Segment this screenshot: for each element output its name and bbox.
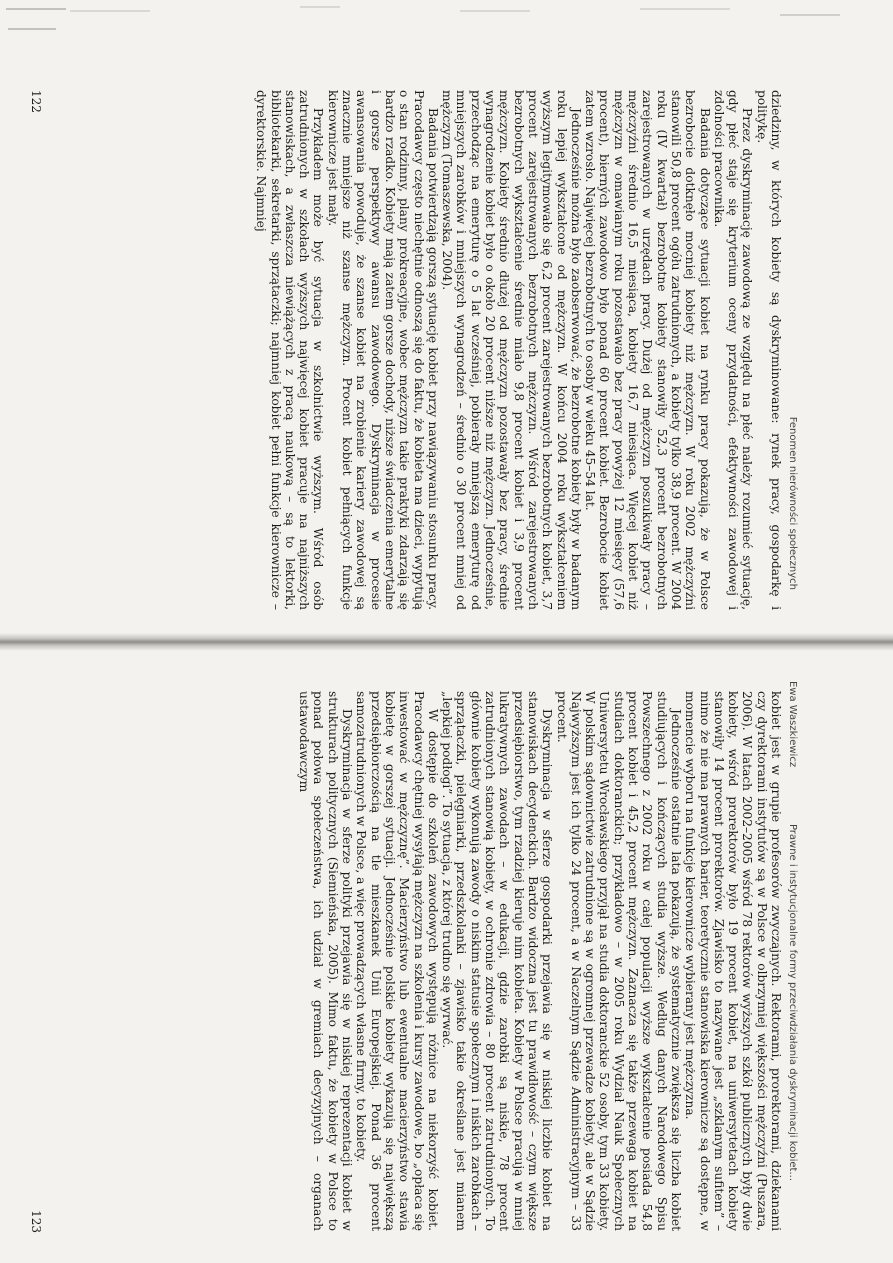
paragraph: Jednocześnie ostatnie lata pokazują, że systematycznie zwiększa się liczba kobiet studiujących i kończących studia wyższe. Według danych Narodowego Spisu Powszechnego z 2002 roku w całej populacji wyższe wykształcenie posiada 54,8 procent kobiet i 45,2 procent mężczyzn. Zaznacza się także przewaga kobiet na studiach doktoranckich; przykładowo – w 2005 roku Wydział Nauk Społecznych Uniwersytetu Wrocławskiego przyjął na studia doktoranckie 52 osoby, tym 33 kobiety. W polskim sądownictwie zatrudnione są w ogromnej przewadze kobiety, ale w Sądzie Najwyższym jest ich tylko 24 procent, a w Naczelnym Sądzie Administracyjnym – 33 procent. [554, 691, 683, 1231]
scan-margin-noise [0, 0, 893, 60]
paragraph: Przykładem może być sytuacja w szkolnictwie wyższym. Wśród osób zatrudnionych w szkołach wyższych najwięcej kobiet pracuje na najniższych stanowiskach, a zwłaszcza niewiążących z pracą naukową – są to lektorki, bibliotekarki, sekretarki, sprzątaczki; najmniej kobiet pełni funkcje kierownicze – dyrektorskie. Najmniej [254, 90, 326, 610]
book-spine-shadow [0, 633, 893, 651]
page-number: 123 [29, 1210, 43, 1233]
running-head-title: Fenomen nierówności społecznych [787, 416, 798, 590]
paragraph: dziedziny, w których kobiety są dyskryminowane: rynek pracy, gospodarkę i politykę. [754, 90, 783, 610]
page-body-text [133, 691, 783, 1231]
paragraph: kobiet jest w grupie profesorów zwyczajnych. Rektorami, prorektorami, dziekanami czy dyrektorami instytutów są w Polsce w olbrzymiej większości mężczyźni (Puszara, 2006). W latach 2002–2005 wśród 78 rektorów wyższych szkół publicznych były dwie kobiety, wśród prorektorów było 19 procent kobiet, na uniwersytetach kobiety stanowiły 14 procent prorektorów. Zjawisko to nazywane jest „szklanym sufitem” – mimo że nie ma prawnych barier, teoretycznie stanowiska kierownicze są dostępne, w momencie wyboru na funkcje kierownicze wybierany jest mężczyzna. [683, 691, 783, 1231]
running-head-author: Ewa Waszkiewicz [787, 681, 798, 768]
paragraph: Dyskryminacja w sferze gospodarki przejawia się w niskiej liczbie kobiet na stanowiskach decydenckich. Bardzo widoczna jest tu prawidłowość – czym większe przedsiębiorstwo, tym rzadziej kieruje nim kobieta. Kobiety w Polsce pracują w mniej lukratywnych zawodach – w edukacji, gdzie zarobki są niskie, 78 procent zatrudnionych stanowią kobiety, w ochronie zdrowia – 80 procent zatrudnionych. To głównie kobiety wykonują zawody o niskim statusie społecznym i niskich zarobkach – sprzątaczki, pielęgniarki, przedszkolanki – zjawisko takie określane jest mianem „lepkiej podłogi”. To sytuacja, z której trudno się wyrwać. [440, 691, 555, 1231]
page-body-text [133, 90, 783, 610]
paragraph: Dyskryminacja w sferze polityki przejawia się w niskiej reprezentacji kobiet w strukturach politycznych (Siemieńska, 2005). Mimo faktu, że kobiety w Polsce to ponad połowa społeczeństwa, ich udział w gremiach decyzyjnych – organach ustawodawczym [297, 691, 355, 1231]
left-book-page [0, 60, 893, 633]
paragraph: Jednocześnie można było zaobserwować, że bezrobotne kobiety były w badanym roku lepiej wykształcone od mężczyzn. W końcu 2004 roku wykształceniem wyższym legitymowało się 6,2 procent zarejestrowanych bezrobotnych kobiet, 3,7 procent zarejestrowanych bezrobotnych mężczyzn. Wśród zarejestrowanych bezrobotnych wykształcenie średnie miało 9,8 procent kobiet i 3,9 procent mężczyzn. Kobiety średnio dłużej od mężczyzn pozostawały bez pracy, średnie wynagrodzenie kobiet było o około 20 procent niższe niż mężczyzn. Jednocześnie, przechodząc na emeryturę o 5 lat wcześniej, pobierały mniejszą emeryturę od mniejszych zarobków i mniejszych wynagrodzeń – średnio o 30 procent mniej od mężczyzn (Tomaszewska, 2004). [440, 90, 583, 610]
paragraph: Badania potwierdzają gorszą sytuację kobiet przy nawiązywaniu stosunku pracy. Pracodawcy często niechętnie odnoszą się do faktu, że kobieta ma dzieci, wypytują o stan rodzinny, plany prokreacyjne, wobec mężczyzn takie praktyki zdarzają się bardzo rzadko. Kobiety mają zatem gorsze dochody, niższe świadczenia emerytalne i gorsze perspektywy awansu zawodowego. Dyskryminacja w procesie awansowania powoduje, że szanse kobiet na zrobienie kariery zawodowej są znacznie mniejsze niż szanse mężczyzn. Procent kobiet pełniących funkcje kierownicze jest mały. [325, 90, 440, 610]
running-head-title: Prawne i instytucjonalne formy przeciwdziałania dyskryminacji kobiet... [787, 823, 798, 1181]
paragraph: Przez dyskryminację zawodową ze względu na płeć należy rozumieć sytuację, gdy płeć staje się kryterium oceny przydatności, efektywności zawodowej i zdolności pracownika. [711, 90, 755, 610]
page-number: 122 [29, 90, 43, 113]
right-book-page [0, 651, 893, 1263]
paragraph: Badania dotyczące sytuacji kobiet na rynku pracy pokazują, że w Polsce bezrobocie dotknęło mocniej kobiety niż mężczyzn. W roku 2002 mężczyźni stanowili 50,8 procent ogółu zatrudnionych, a kobiety tylko 38,9 procent. W 2004 roku (IV kwartał) bezrobotne kobiety stanowiły 52,3 procent bezrobotnych zarejestrowanych w urzędach pracy. Dużej od mężczyzn poszukiwały pracy – mężczyźni średnio 16,5 miesiąca, kobiety 16,7 miesiąca. Więcej kobiet niż mężczyzn w omawianym roku pozostawało bez pracy powyżej 12 miesięcy (57,6 procent), bierných zawodowo było ponad 60 procent kobiet. Bezrobocie kobiet zatem wzrosło. Najwięcej bezrobotnych to osoby w wieku 45–54 lat. [583, 90, 712, 610]
paragraph: W dostępie do szkoleń zawodowych występują różnice na niekorzyść kobiet. Pracodawcy chętniej wysyłają mężczyzn na szkolenia i kursy zawodowe, bo „opłaca się inwestować w mężczyznę”. Macierzyństwo lub ewentualne macierzyństwo stawia kobietę w gorszej sytuacji. Jednocześnie polskie kobiety wykazują się największą przedsiębiorczością na tle mieszkanek Unii Europejskiej. Ponad 36 procent samozatrudnionych w Polsce, a więc prowadzących własne firmy, to kobiety. [354, 691, 440, 1231]
